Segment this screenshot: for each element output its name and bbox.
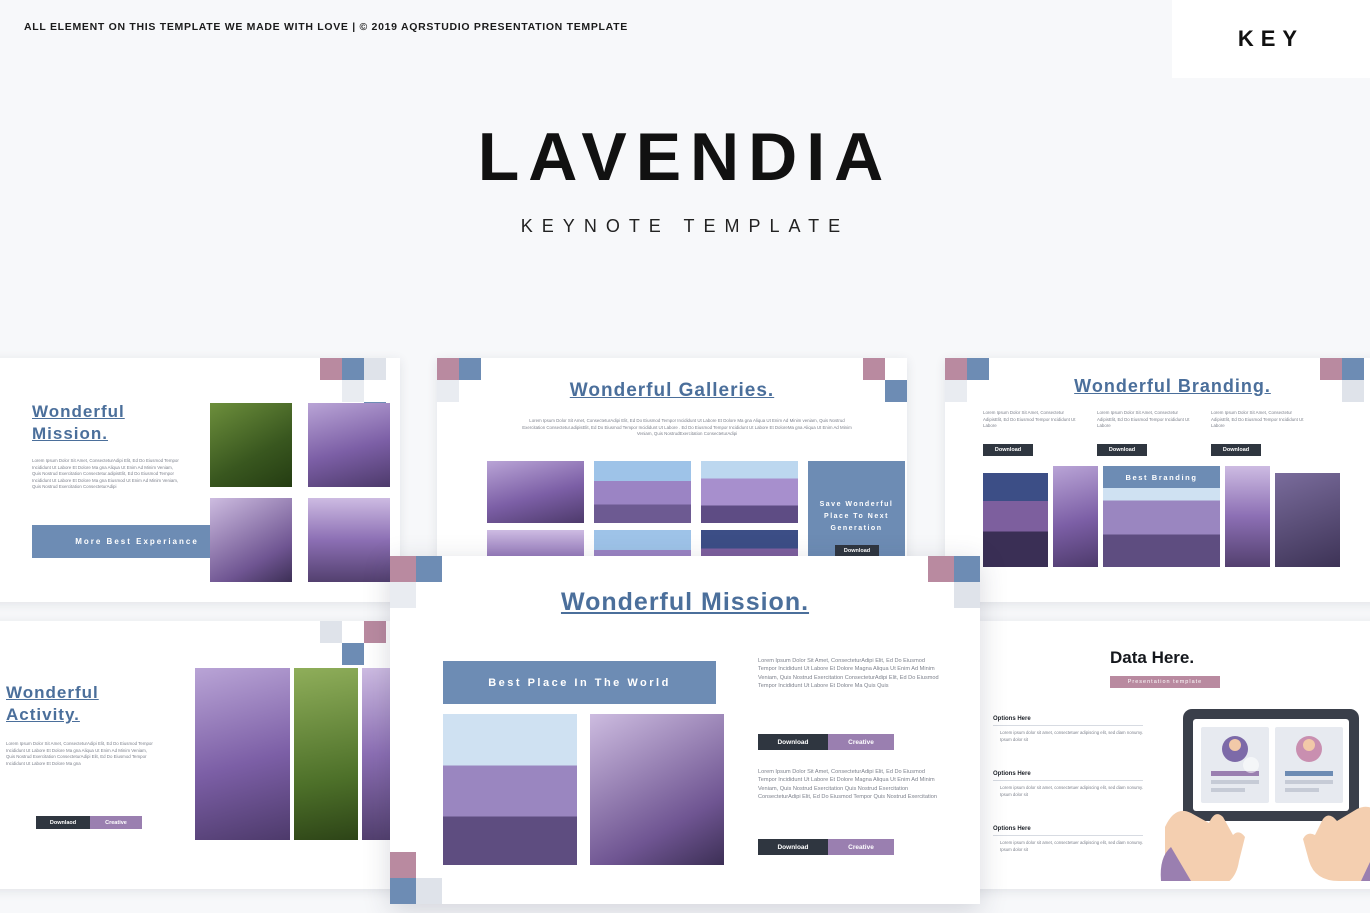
slide-title-line1: Wonderful — [32, 402, 125, 421]
slide-image — [594, 461, 691, 523]
slide-image — [1275, 473, 1340, 567]
options-divider — [993, 780, 1143, 781]
slide-image — [983, 473, 1048, 567]
slide-paragraph-1: Lorem Ipsum Dolor Sit Amet, ConsecteturAdipi Elit, Ed Do Eiusmod Tempor Incididunt Ut Labore Et Dolore Magna Aliqua Ut Enim Ad Minim Veniam, Quis Nostrud Exercitation ConsecteturAdipi Elit, Ed Do Eiusmod Tempor Incididunt Ut Labore Et Dolore Ma Quis Quis — [758, 658, 939, 690]
options-bullet: Lorem ipsum dolor sit amet, consectetuer adipiscing elit, sed diam nonumy. Ipsum dolor sit — [1000, 785, 1143, 797]
slide-wonderful-mission-front[interactable] — [390, 556, 980, 904]
deco-square — [342, 643, 364, 665]
deco-square — [342, 358, 364, 380]
slide-title: Wonderful Branding. — [1074, 376, 1271, 396]
slide-wonderful-activity[interactable] — [0, 621, 400, 889]
slide-wonderful-branding[interactable] — [945, 358, 1370, 602]
branding-column-text: Lorem Ipsum Dolor Sit Amet, Consectetur AdipisElit, Ed Do Eiusmod Tempor Incididunt Ut Labore — [1211, 410, 1304, 429]
deco-square — [364, 621, 386, 643]
slide-paragraph-2: Lorem Ipsum Dolor Sit Amet, ConsecteturAdipi Elit, Ed Do Eiusmod Tempor Incididunt Ut Labore Et Dolore Magna Aliqua Ut Enim Ad Minim Veniam, Quis Nostrud Exercitation Quis Nostrud Exercitation ConsecteturAdipi Elit, Ed Do Eiusmod Tempor Quis Nostrud Exercitation — [758, 769, 937, 801]
slide-subtitle: Presentation template — [1110, 676, 1220, 688]
creative-button[interactable]: Creative — [828, 734, 894, 750]
options-divider — [993, 835, 1143, 836]
slide-image — [308, 498, 390, 582]
credit-text: ALL ELEMENT ON THIS TEMPLATE WE MADE WITH LOVE | © 2019 AQRSTUDIO PRESENTATION TEMPLATE — [24, 21, 628, 33]
deco-square — [390, 556, 416, 582]
slide-title: Wonderful Mission. — [560, 588, 810, 616]
branding-download-button[interactable]: Download — [983, 444, 1033, 456]
download-button[interactable]: Download — [758, 839, 828, 855]
branding-overlay-label: Best Branding — [1103, 466, 1220, 488]
promo-text: Save Wonderful Place To Next Generation — [819, 501, 894, 532]
page-title: LAVENDIA — [477, 119, 893, 195]
deco-square — [364, 358, 386, 380]
slides-gallery — [0, 350, 1370, 913]
key-logo-text: KEY — [1237, 26, 1305, 51]
tablet-illustration — [1155, 701, 1370, 881]
deco-square — [928, 556, 954, 582]
deco-square — [390, 852, 416, 878]
slide-image — [1053, 466, 1098, 567]
slide-image — [210, 498, 292, 582]
slide-image — [487, 461, 584, 523]
downlaod-button[interactable]: Downlaod — [36, 816, 90, 829]
best-place-banner: Best Place In The World — [443, 661, 716, 704]
slide-image — [195, 668, 290, 840]
creative-button[interactable]: Creative — [828, 839, 894, 855]
slide-image — [590, 714, 724, 865]
deco-square — [320, 621, 342, 643]
slide-wonderful-mission-left[interactable] — [0, 358, 400, 602]
download-button[interactable]: Download — [758, 734, 828, 750]
deco-square — [390, 878, 416, 904]
slide-body-text: Lorem Ipsum Dolor Sit Amet, ConsecteturAdipi Elit, Ed Do Eiusmod Tempor Incididunt Ut Labore Et Dolore Ma gna Aliqua Ut Enim Ad Minim Veniam, Quis Nostrud Exercitation ConsecteturAdipi Elit, Ed Do Eiusmod Tempor Incididunt Ut Labore Et Dolore Ma gna — [6, 741, 153, 766]
slide-body-text: Lorem Ipsum Dolor Sit Amet, ConsecteturAdipi Elit, Ed Do Eiusmod Tempor Incididunt Ut Labore Et Dolore Ma gna Aliqua Ut Enim Ad Minim veniam, Quis Nostrud Exercitation Consectetur.adipisElit, Ed Do Eiusmod Tempor Incididunt Ut Labore . Ed Do Eiusmod Tempor Incididunt Ut Labore Et DoloreMa gna Aliqua Ut Enim Ad Minim Veniam, Quis NostrudExercitation ConsecteturAdipi — [522, 418, 852, 437]
deco-square — [863, 358, 885, 380]
slide-image — [308, 403, 390, 487]
slide-image — [210, 403, 292, 487]
slide-image — [701, 461, 798, 523]
options-bullet: Lorem ipsum dolor sit amet, consectetuer adipiscing elit, sed diam nonumy. Ipsum dolor sit — [1000, 840, 1143, 852]
slide-title: Wonderful Galleries. — [569, 380, 775, 401]
options-divider — [993, 725, 1143, 726]
slide-image — [1225, 466, 1270, 567]
hero-section — [0, 88, 1370, 350]
promo-download-button[interactable]: Download — [835, 545, 879, 557]
options-label: Options Here — [993, 771, 1031, 777]
more-best-experiance-button[interactable]: More Best Experiance — [32, 525, 242, 558]
slide-data-here[interactable] — [945, 621, 1370, 889]
branding-download-button[interactable]: Download — [1097, 444, 1147, 456]
options-item — [993, 771, 1143, 799]
slide-title-line2: Activity. — [6, 705, 80, 724]
slide-title-line1: Wonderful — [6, 683, 99, 702]
options-item — [993, 716, 1143, 744]
page-subtitle: KEYNOTE TEMPLATE — [520, 216, 850, 236]
branding-download-button[interactable]: Download — [1211, 444, 1261, 456]
deco-square — [320, 358, 342, 380]
branding-column-text: Lorem Ipsum Dolor Sit Amet, Consectetur AdipisElit, Ed Do Eiusmod Tempor Incididunt Ut Labore — [983, 410, 1076, 429]
deco-square — [459, 358, 481, 380]
slide-title: Data Here. — [1110, 648, 1195, 667]
options-label: Options Here — [993, 826, 1031, 832]
slide-body-text: Lorem Ipsum Dolor Sit Amet, ConsecteturAdipi Elit, Ed Do Eiusmod Tempor Incididunt Ut Labore Et Dolore Ma gna Aliqua Ut Enim Ad Minim Veniam, Quis Nostrud Exercitation Consectetur.adipisElit, Ed Do Eiusmod Tempor Incididunt Ut Labore Et Dolore Ma gna Eiusmod Ut Enim Ad Minim Veniam, Quis Nostrud Exercitation ConsecteturAdipi — [32, 458, 179, 490]
options-label: Options Here — [993, 716, 1031, 722]
options-item — [993, 826, 1143, 854]
deco-square — [416, 556, 442, 582]
deco-square — [416, 878, 442, 904]
deco-square — [954, 556, 980, 582]
slide-image — [294, 668, 358, 840]
key-logo-box — [1172, 0, 1370, 78]
options-bullet: Lorem ipsum dolor sit amet, consectetuer adipiscing elit, sed diam nonumy. Ipsum dolor sit — [1000, 730, 1143, 742]
creative-button[interactable]: Creative — [90, 816, 142, 829]
branding-column-text: Lorem Ipsum Dolor Sit Amet, Consectetur AdipisElit, Ed Do Eiusmod Tempor Incididunt Ut Labore — [1097, 410, 1190, 429]
deco-square — [437, 358, 459, 380]
top-bar — [0, 0, 1370, 88]
deco-square — [342, 380, 364, 402]
slide-image — [443, 714, 577, 865]
slide-title-line2: Mission. — [32, 424, 109, 443]
